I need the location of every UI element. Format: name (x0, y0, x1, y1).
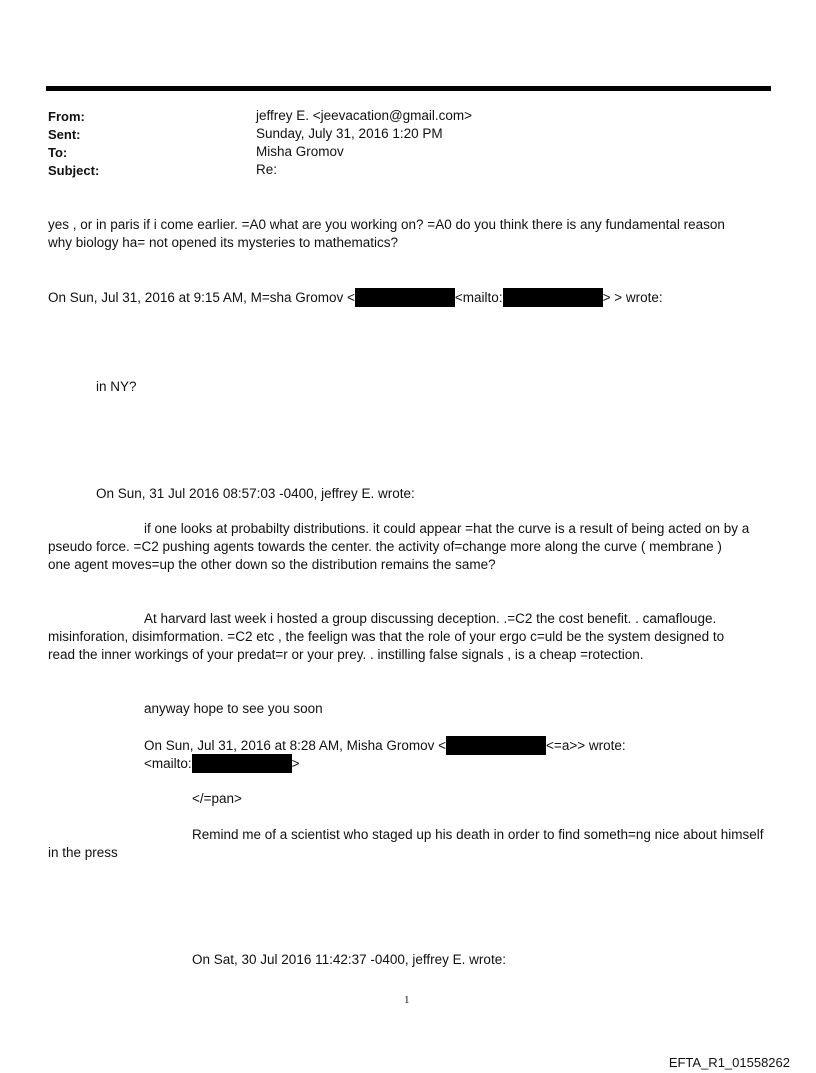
redaction-box (446, 736, 546, 755)
from-label: From: (48, 109, 85, 124)
page-number: 1 (404, 994, 410, 1006)
wrote-text: > > wrote: (602, 290, 663, 305)
quote-header (48, 288, 663, 307)
body-line: At harvard last week i hosted a group discussing deception. .=C2 the cost benefit. . camaflouge. (144, 611, 717, 626)
to-value: Misha Gromov (256, 144, 344, 159)
mailto-text: <mailto: (454, 290, 503, 305)
body-line: in the press (48, 845, 118, 860)
mailto-text: <mailto: (144, 756, 192, 771)
sent-value: Sunday, July 31, 2016 1:20 PM (256, 126, 443, 141)
mailto-line (144, 754, 300, 773)
to-label: To: (48, 145, 68, 160)
body-line: pseudo force. =C2 pushing agents towards the center. the activity of=change more along the curve ( membrane ) (48, 539, 722, 554)
body-line: in NY? (96, 379, 137, 394)
body-line: </=pan> (192, 791, 242, 806)
mailto-end: > (291, 756, 300, 771)
redaction-box (355, 288, 455, 307)
quote-header: On Sun, 31 Jul 2016 08:57:03 -0400, jeffrey E. wrote: (96, 486, 415, 501)
body-line: misinforation, disimformation. =C2 etc , the feelign was that the role of your ergo c=uld be the system designed to (48, 629, 725, 644)
quote-header-text: On Sun, Jul 31, 2016 at 8:28 AM, Misha Gromov < (144, 738, 447, 753)
subject-label: Subject: (48, 163, 100, 178)
redaction-box (503, 288, 603, 307)
wrote-text: <=a>> wrote: (546, 738, 626, 753)
header-divider (46, 86, 771, 91)
body-line: Remind me of a scientist who staged up his death in order to find someth=ng nice about himself (192, 827, 764, 842)
quote-header: On Sat, 30 Jul 2016 11:42:37 -0400, jeffrey E. wrote: (192, 952, 506, 967)
body-line: one agent moves=up the other down so the distribution remains the same? (48, 557, 496, 572)
document-id: EFTA_R1_01558262 (668, 1055, 790, 1070)
body-line: read the inner workings of your predat=r or your prey. . instilling false signals , is a cheap =rotection. (48, 647, 644, 662)
quote-header-text: On Sun, Jul 31, 2016 at 9:15 AM, M=sha Gromov < (48, 290, 355, 305)
body-line: why biology ha= not opened its mysteries to mathematics? (48, 235, 399, 250)
body-line: yes , or in paris if i come earlier. =A0 what are you working on? =A0 do you think there is any fundamental reason (48, 217, 725, 232)
body-line: anyway hope to see you soon (144, 701, 323, 716)
quote-header (144, 736, 626, 755)
subject-value: Re: (256, 162, 278, 177)
redaction-box (192, 754, 292, 773)
sent-label: Sent: (48, 127, 81, 142)
body-line: if one looks at probabilty distributions. it could appear =hat the curve is a result of being acted on by a (144, 521, 750, 536)
from-value: jeffrey E. <jeevacation@gmail.com> (256, 108, 473, 123)
